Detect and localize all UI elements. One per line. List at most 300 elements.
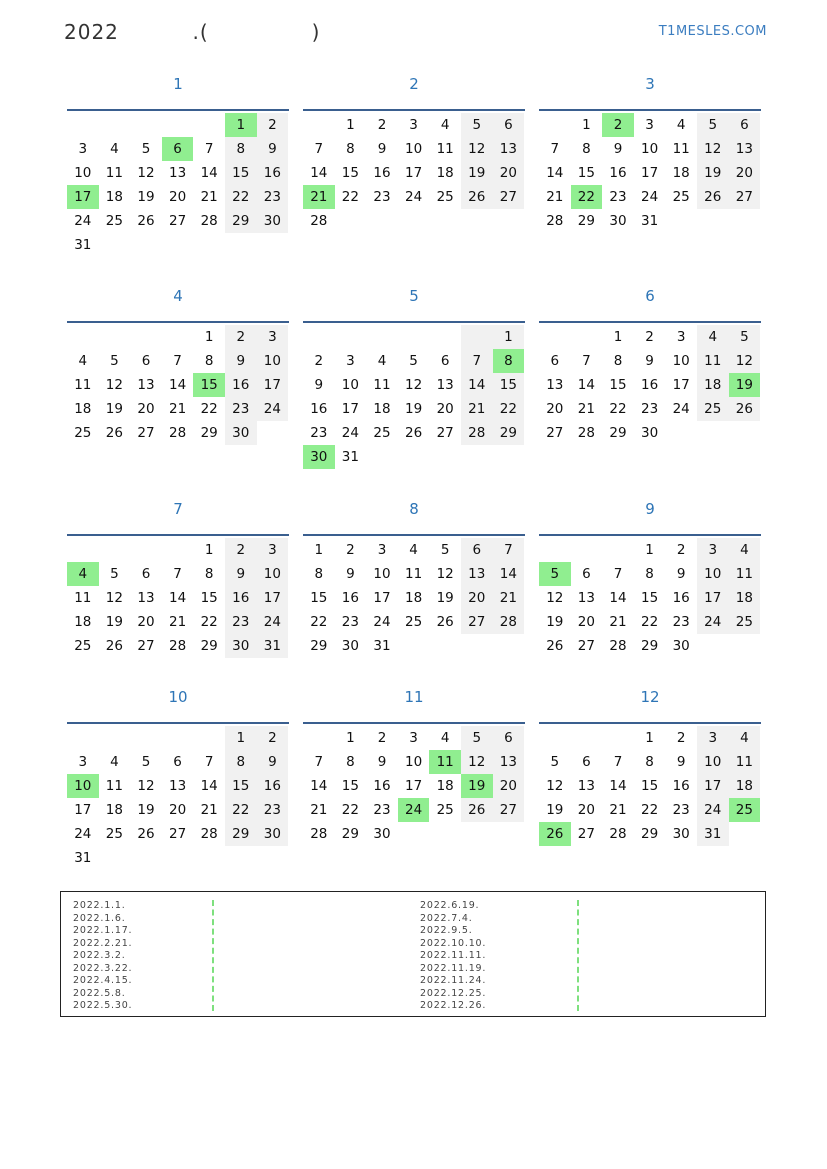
month-title: 9 — [645, 500, 655, 518]
day-cell: 7 — [550, 141, 560, 157]
day-cell: 25 — [697, 397, 729, 421]
day-cell: 3 — [697, 538, 729, 562]
month-header-rule — [539, 109, 761, 111]
day-cell: 5 — [550, 754, 560, 770]
day-cell: 3 — [346, 353, 355, 369]
legend-date: 2022.6.19. — [420, 900, 480, 911]
day-cell: 7 — [613, 566, 623, 582]
month-title: 2 — [409, 75, 419, 93]
day-cell: 11 — [729, 750, 761, 774]
month-9 — [539, 499, 761, 658]
day-grid — [303, 538, 525, 658]
day-cell: 5 — [461, 113, 493, 137]
day-cell: 4 — [78, 353, 88, 369]
day-cell: 28 — [461, 421, 493, 445]
day-cell: 3 — [78, 754, 88, 770]
legend-divider-left — [212, 900, 214, 1011]
day-cell: 5 — [440, 542, 450, 558]
day-cell: 21 — [461, 397, 493, 421]
day-cell: 26 — [137, 826, 155, 842]
legend-date: 2022.11.11. — [420, 950, 487, 961]
day-cell: 13 — [168, 165, 187, 181]
empty-day-cell — [461, 325, 493, 349]
day-cell: 27 — [577, 638, 595, 654]
day-cell: 30 — [672, 826, 690, 842]
day-cell: 22 — [310, 614, 328, 630]
month-11 — [303, 687, 525, 846]
day-cell: 27 — [577, 826, 595, 842]
day-cell: 23 — [225, 610, 257, 634]
day-cell: 27 — [546, 425, 564, 441]
day-cell: 17 — [257, 373, 289, 397]
legend-divider-right — [577, 900, 579, 1011]
day-cell: 21 — [609, 614, 627, 630]
day-cell: 2 — [257, 113, 289, 137]
day-cell: 2 — [225, 325, 257, 349]
day-cell: 21 — [168, 401, 187, 417]
day-cell: 28 — [609, 826, 627, 842]
day-cell: 23 — [640, 401, 659, 417]
day-grid — [67, 538, 289, 658]
day-cell: 28 — [168, 638, 187, 654]
day-cell: 26 — [105, 425, 123, 441]
day-cell: 20 — [729, 161, 761, 185]
day-cell: 30 — [341, 638, 359, 654]
day-cell: 9 — [225, 562, 257, 586]
holiday-day-cell: 4 — [67, 562, 99, 586]
day-cell: 18 — [672, 165, 690, 181]
day-cell: 7 — [204, 754, 214, 770]
day-cell: 7 — [314, 754, 324, 770]
day-grid — [303, 113, 525, 233]
month-title: 4 — [173, 287, 183, 305]
day-grid — [67, 113, 289, 257]
day-cell: 1 — [613, 329, 623, 345]
day-cell: 26 — [461, 185, 493, 209]
empty-day-cell — [303, 325, 335, 349]
day-cell: 17 — [672, 377, 690, 393]
month-12 — [539, 687, 761, 846]
day-cell: 6 — [493, 113, 525, 137]
day-cell: 26 — [404, 425, 423, 441]
day-cell: 14 — [310, 165, 328, 181]
day-cell: 14 — [609, 778, 627, 794]
day-cell: 23 — [373, 189, 391, 205]
day-cell: 24 — [640, 189, 659, 205]
day-grid — [539, 113, 761, 233]
day-cell: 25 — [729, 610, 761, 634]
day-cell: 29 — [493, 421, 525, 445]
day-cell: 18 — [697, 373, 729, 397]
day-cell: 15 — [200, 590, 218, 606]
day-cell: 14 — [461, 373, 493, 397]
day-cell: 24 — [672, 401, 690, 417]
legend-column-left — [73, 900, 132, 1013]
day-cell: 29 — [200, 425, 218, 441]
day-cell: 27 — [137, 425, 155, 441]
holiday-day-cell: 5 — [539, 562, 571, 586]
day-cell: 11 — [436, 141, 454, 157]
day-cell: 6 — [582, 754, 591, 770]
month-header-rule — [539, 321, 761, 323]
day-cell: 15 — [341, 165, 359, 181]
empty-day-cell — [67, 325, 99, 349]
day-cell: 26 — [137, 213, 155, 229]
day-cell: 1 — [204, 329, 214, 345]
day-cell: 7 — [461, 349, 493, 373]
empty-day-cell — [398, 325, 430, 349]
month-7 — [67, 499, 289, 658]
day-cell: 12 — [546, 778, 564, 794]
day-cell: 12 — [105, 590, 123, 606]
day-cell: 28 — [200, 213, 218, 229]
day-cell: 16 — [310, 401, 328, 417]
day-cell: 13 — [461, 562, 493, 586]
month-header-rule — [67, 722, 289, 724]
holiday-day-cell: 1 — [225, 113, 257, 137]
day-cell: 28 — [168, 425, 187, 441]
holiday-day-cell: 15 — [193, 373, 225, 397]
empty-day-cell — [303, 726, 335, 750]
day-cell: 16 — [257, 161, 289, 185]
day-cell: 18 — [436, 165, 454, 181]
day-cell: 30 — [672, 638, 690, 654]
day-cell: 1 — [346, 117, 355, 133]
day-cell: 22 — [341, 802, 359, 818]
day-cell: 22 — [200, 614, 218, 630]
day-cell: 25 — [672, 189, 690, 205]
day-cell: 30 — [373, 826, 391, 842]
empty-day-cell — [539, 113, 571, 137]
empty-day-cell — [162, 538, 194, 562]
day-cell: 23 — [257, 798, 289, 822]
day-cell: 17 — [697, 586, 729, 610]
day-grid — [67, 325, 289, 445]
day-grid — [67, 726, 289, 870]
day-cell: 17 — [257, 586, 289, 610]
legend-date: 2022.5.8. — [73, 987, 126, 999]
day-cell: 8 — [225, 750, 257, 774]
holiday-day-cell: 24 — [398, 798, 430, 822]
day-cell: 16 — [225, 373, 257, 397]
day-cell: 23 — [609, 189, 627, 205]
day-cell: 9 — [346, 566, 355, 582]
day-cell: 7 — [582, 353, 591, 369]
holiday-day-cell: 25 — [729, 798, 761, 822]
day-cell: 1 — [225, 726, 257, 750]
empty-day-cell — [539, 325, 571, 349]
day-cell: 11 — [74, 377, 92, 393]
day-cell: 6 — [729, 113, 761, 137]
day-grid — [539, 325, 761, 445]
day-cell: 14 — [200, 165, 218, 181]
day-cell: 9 — [257, 750, 289, 774]
day-cell: 3 — [645, 117, 654, 133]
day-cell: 7 — [173, 566, 182, 582]
day-cell: 18 — [74, 614, 92, 630]
day-cell: 6 — [440, 353, 450, 369]
day-cell: 28 — [310, 213, 328, 229]
month-title: 7 — [173, 500, 183, 518]
day-cell: 2 — [225, 538, 257, 562]
day-cell: 31 — [640, 213, 659, 229]
holiday-day-cell: 17 — [67, 185, 99, 209]
empty-day-cell — [366, 325, 398, 349]
holiday-day-cell: 21 — [303, 185, 335, 209]
day-cell: 7 — [613, 754, 623, 770]
day-cell: 13 — [168, 778, 187, 794]
day-cell: 22 — [200, 401, 218, 417]
day-cell: 15 — [493, 373, 525, 397]
day-cell: 10 — [373, 566, 391, 582]
day-cell: 29 — [225, 822, 257, 846]
day-cell: 29 — [200, 638, 218, 654]
day-grid — [539, 726, 761, 846]
legend-date: 2022.1.17. — [73, 925, 133, 936]
day-cell: 18 — [404, 590, 423, 606]
day-grid — [303, 325, 525, 469]
month-header-rule — [539, 722, 761, 724]
day-cell: 29 — [609, 425, 627, 441]
day-cell: 23 — [672, 614, 690, 630]
day-cell: 29 — [225, 209, 257, 233]
day-cell: 3 — [377, 542, 387, 558]
empty-day-cell — [162, 113, 194, 137]
day-cell: 16 — [640, 377, 659, 393]
day-cell: 18 — [729, 586, 761, 610]
day-cell: 14 — [577, 377, 595, 393]
day-cell: 13 — [729, 137, 761, 161]
day-cell: 14 — [493, 562, 525, 586]
day-cell: 24 — [404, 189, 423, 205]
day-cell: 22 — [225, 185, 257, 209]
day-cell: 29 — [310, 638, 328, 654]
day-cell: 16 — [341, 590, 359, 606]
day-cell: 11 — [729, 562, 761, 586]
day-cell: 12 — [461, 750, 493, 774]
holiday-day-cell: 11 — [429, 750, 461, 774]
empty-day-cell — [162, 726, 194, 750]
day-cell: 30 — [640, 425, 659, 441]
day-cell: 17 — [404, 778, 423, 794]
day-cell: 20 — [436, 401, 454, 417]
day-cell: 18 — [74, 401, 92, 417]
month-10 — [67, 687, 289, 870]
day-cell: 14 — [168, 590, 187, 606]
day-cell: 13 — [137, 590, 155, 606]
month-4 — [67, 286, 289, 445]
day-cell: 16 — [373, 165, 391, 181]
day-cell: 12 — [729, 349, 761, 373]
legend-date: 2022.3.2. — [73, 950, 126, 961]
day-cell: 12 — [546, 590, 564, 606]
day-cell: 5 — [141, 141, 151, 157]
day-cell: 20 — [577, 614, 595, 630]
empty-day-cell — [99, 325, 131, 349]
day-cell: 9 — [613, 141, 623, 157]
empty-day-cell — [539, 538, 571, 562]
day-cell: 29 — [640, 826, 659, 842]
day-cell: 22 — [609, 401, 627, 417]
month-header-rule — [67, 321, 289, 323]
day-cell: 21 — [200, 802, 218, 818]
day-cell: 28 — [200, 826, 218, 842]
legend-date: 2022.12.25. — [420, 987, 487, 999]
day-cell: 9 — [314, 377, 324, 393]
day-cell: 26 — [546, 638, 564, 654]
day-cell: 8 — [582, 141, 591, 157]
day-cell: 24 — [74, 826, 92, 842]
day-cell: 2 — [346, 542, 355, 558]
day-cell: 5 — [729, 325, 761, 349]
day-cell: 4 — [729, 726, 761, 750]
day-cell: 27 — [168, 213, 187, 229]
page-title: 2022 .( ) — [64, 20, 321, 44]
day-cell: 19 — [546, 802, 564, 818]
day-cell: 2 — [645, 329, 654, 345]
day-cell: 24 — [697, 610, 729, 634]
day-cell: 23 — [672, 802, 690, 818]
month-title: 10 — [168, 688, 188, 706]
day-cell: 15 — [341, 778, 359, 794]
month-header-rule — [303, 722, 525, 724]
day-cell: 31 — [373, 638, 391, 654]
day-cell: 16 — [672, 778, 690, 794]
day-cell: 3 — [257, 325, 289, 349]
day-cell: 6 — [550, 353, 560, 369]
day-cell: 27 — [493, 185, 525, 209]
month-5 — [303, 286, 525, 469]
day-cell: 3 — [409, 730, 418, 746]
day-cell: 13 — [577, 778, 595, 794]
holiday-day-cell: 30 — [303, 445, 335, 469]
day-cell: 22 — [640, 614, 659, 630]
day-cell: 3 — [676, 329, 686, 345]
day-cell: 20 — [168, 802, 187, 818]
day-cell: 27 — [729, 185, 761, 209]
legend-date: 2022.11.19. — [420, 962, 487, 974]
holiday-day-cell: 8 — [493, 349, 525, 373]
brand-logo[interactable]: T1MESLES.COM — [658, 24, 767, 39]
holiday-day-cell: 19 — [729, 373, 761, 397]
day-cell: 25 — [105, 213, 123, 229]
day-cell: 20 — [577, 802, 595, 818]
legend-date: 2022.4.15. — [73, 975, 133, 986]
day-cell: 28 — [310, 826, 328, 842]
holiday-day-cell: 2 — [602, 113, 634, 137]
day-cell: 30 — [225, 634, 257, 658]
day-cell: 5 — [409, 353, 418, 369]
day-cell: 4 — [377, 353, 387, 369]
day-cell: 12 — [697, 137, 729, 161]
day-cell: 27 — [137, 638, 155, 654]
empty-day-cell — [303, 113, 335, 137]
day-cell: 28 — [609, 638, 627, 654]
day-cell: 22 — [225, 798, 257, 822]
legend-date: 2022.12.26. — [420, 1000, 487, 1011]
day-cell: 11 — [404, 566, 423, 582]
empty-day-cell — [335, 325, 367, 349]
day-cell: 29 — [640, 638, 659, 654]
day-cell: 26 — [729, 397, 761, 421]
day-cell: 17 — [697, 774, 729, 798]
day-cell: 8 — [346, 754, 355, 770]
day-cell: 19 — [546, 614, 564, 630]
day-cell: 9 — [377, 141, 387, 157]
day-cell: 24 — [257, 397, 289, 421]
day-cell: 8 — [204, 566, 214, 582]
day-cell: 23 — [341, 614, 359, 630]
day-cell: 27 — [461, 610, 493, 634]
day-cell: 26 — [697, 185, 729, 209]
day-cell: 4 — [110, 754, 119, 770]
day-cell: 6 — [141, 566, 151, 582]
legend-date: 2022.3.22. — [73, 962, 133, 974]
day-cell: 17 — [74, 802, 92, 818]
day-cell: 8 — [645, 566, 654, 582]
day-cell: 5 — [697, 113, 729, 137]
month-2 — [303, 74, 525, 233]
day-cell: 25 — [105, 826, 123, 842]
day-cell: 31 — [341, 449, 359, 465]
day-cell: 12 — [404, 377, 423, 393]
day-cell: 24 — [373, 614, 391, 630]
day-cell: 27 — [436, 425, 454, 441]
day-cell: 28 — [577, 425, 595, 441]
legend-date: 2022.7.4. — [420, 912, 473, 924]
month-title: 1 — [173, 75, 183, 93]
day-cell: 1 — [582, 117, 591, 133]
day-cell: 10 — [341, 377, 359, 393]
day-cell: 18 — [436, 778, 454, 794]
day-cell: 11 — [74, 590, 92, 606]
day-cell: 6 — [461, 538, 493, 562]
day-cell: 18 — [373, 401, 391, 417]
day-cell: 12 — [105, 377, 123, 393]
month-header-rule — [539, 534, 761, 536]
day-cell: 25 — [373, 425, 391, 441]
day-cell: 30 — [609, 213, 627, 229]
day-cell: 4 — [440, 117, 450, 133]
day-cell: 4 — [676, 117, 686, 133]
day-cell: 19 — [461, 161, 493, 185]
day-cell: 9 — [225, 349, 257, 373]
month-title: 8 — [409, 500, 419, 518]
day-cell: 25 — [74, 638, 92, 654]
day-grid — [303, 726, 525, 846]
day-cell: 6 — [582, 566, 591, 582]
day-cell: 8 — [613, 353, 623, 369]
day-cell: 1 — [204, 542, 214, 558]
day-cell: 21 — [577, 401, 595, 417]
legend-date: 2022.1.6. — [73, 912, 126, 924]
day-cell: 16 — [257, 774, 289, 798]
day-cell: 1 — [346, 730, 355, 746]
day-cell: 31 — [697, 822, 729, 846]
day-cell: 10 — [672, 353, 690, 369]
empty-day-cell — [193, 726, 225, 750]
empty-day-cell — [571, 538, 603, 562]
day-cell: 6 — [173, 754, 182, 770]
month-title: 6 — [645, 287, 655, 305]
day-cell: 24 — [74, 213, 92, 229]
empty-day-cell — [602, 726, 634, 750]
empty-day-cell — [193, 113, 225, 137]
empty-day-cell — [539, 726, 571, 750]
empty-day-cell — [67, 538, 99, 562]
month-1 — [67, 74, 289, 257]
day-cell: 20 — [461, 586, 493, 610]
